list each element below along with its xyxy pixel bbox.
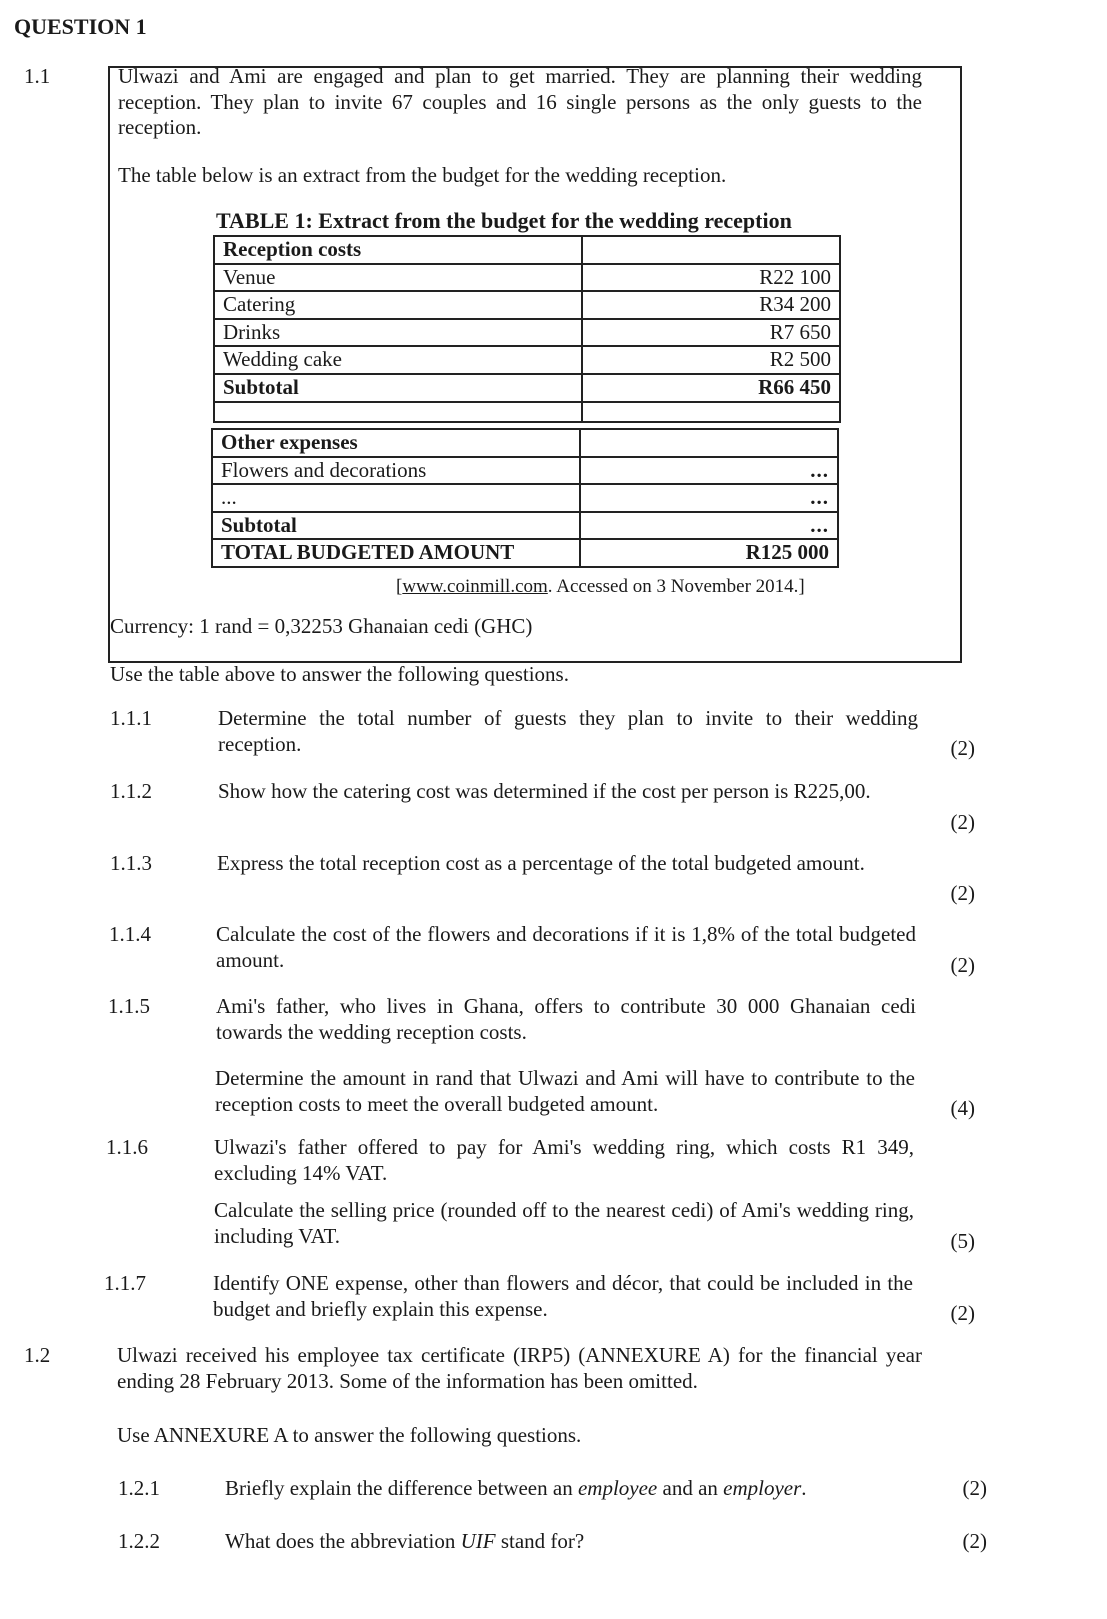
table-row <box>214 346 840 374</box>
row-label: ... <box>212 484 580 512</box>
question-mark: (2) <box>950 953 975 977</box>
intro-paragraph: Ulwazi and Ami are engaged and plan to get married. They are planning their wedding reception. They plan to invite 67 couples and 16 single persons as the only guests to the reception. <box>118 64 922 140</box>
question-mark: (2) <box>962 1476 987 1500</box>
table-row <box>214 374 840 402</box>
question-text: What does the abbreviation UIF stand for? <box>225 1529 585 1553</box>
question-text: Ulwazi's father offered to pay for Ami's wedding ring, which costs R1 349, excluding 14% VAT. <box>214 1135 914 1185</box>
q1-2-intro: Ulwazi received his employee tax certificate (IRP5) (ANNEXURE A) for the financial year ending 28 February 2013. Some of the information has been omitted. <box>117 1343 922 1393</box>
other-expenses-table <box>211 428 839 568</box>
row-label: Drinks <box>214 319 582 347</box>
table-row <box>214 236 840 264</box>
row-label: Wedding cake <box>214 346 582 374</box>
table-row <box>212 539 838 567</box>
question-number: 1.1.5 <box>108 994 150 1018</box>
table-intro: The table below is an extract from the budget for the wedding reception. <box>118 163 727 187</box>
total-value: R125 000 <box>580 539 838 567</box>
question-number: 1.1.4 <box>109 922 151 946</box>
instruction-1-2: Use ANNEXURE A to answer the following questions. <box>117 1423 582 1447</box>
question-mark: (2) <box>950 881 975 905</box>
question-mark: (4) <box>950 1096 975 1120</box>
row-value: ... <box>580 484 838 512</box>
table-row <box>212 512 838 540</box>
question-mark: (5) <box>950 1229 975 1253</box>
table-row <box>212 429 838 457</box>
subtotal-value: ... <box>580 512 838 540</box>
other-expenses-header: Other expenses <box>212 429 580 457</box>
table-row <box>212 484 838 512</box>
row-label: Catering <box>214 291 582 319</box>
row-label: Flowers and decorations <box>212 457 580 485</box>
question-number: 1.2.2 <box>118 1529 160 1553</box>
row-value: R2 500 <box>582 346 840 374</box>
question-text: Briefly explain the difference between an employee and an employer. <box>225 1476 807 1500</box>
instruction-1-1: Use the table above to answer the following questions. <box>110 662 569 686</box>
row-value: R22 100 <box>582 264 840 292</box>
question-text: Ami's father, who lives in Ghana, offers to contribute 30 000 Ghanaian cedi towards the wedding reception costs. <box>216 994 916 1044</box>
table-row <box>214 264 840 292</box>
question-number: 1.1.6 <box>106 1135 148 1159</box>
currency-note: Currency: 1 rand = 0,32253 Ghanaian cedi (GHC) <box>110 614 533 638</box>
question-number: 1.1.3 <box>110 851 152 875</box>
question-number: 1.2.1 <box>118 1476 160 1500</box>
row-value: R34 200 <box>582 291 840 319</box>
total-label: TOTAL BUDGETED AMOUNT <box>212 539 580 567</box>
question-mark: (2) <box>950 1301 975 1325</box>
reception-costs-table <box>213 235 841 423</box>
question-mark: (2) <box>950 810 975 834</box>
question-text-part-2: Calculate the selling price (rounded off to the nearest cedi) of Ami's wedding ring, including VAT. <box>214 1198 914 1248</box>
subtotal-value: R66 450 <box>582 374 840 402</box>
question-text: Identify ONE expense, other than flowers and décor, that could be included in the budget and briefly explain this expense. <box>213 1271 913 1321</box>
subtotal-label: Subtotal <box>214 374 582 402</box>
reception-costs-header: Reception costs <box>214 236 582 264</box>
table-title: TABLE 1: Extract from the budget for the wedding reception <box>216 208 792 233</box>
question-number-1-2: 1.2 <box>24 1343 51 1367</box>
question-number: 1.1.7 <box>104 1271 146 1295</box>
subtotal-label: Subtotal <box>212 512 580 540</box>
question-number: 1.1.1 <box>110 706 152 730</box>
table-row <box>214 319 840 347</box>
question-mark: (2) <box>962 1529 987 1553</box>
question-text: Show how the catering cost was determined if the cost per person is R225,00. <box>218 779 871 803</box>
source-citation: [www.coinmill.com. Accessed on 3 November 2014.] <box>396 576 805 597</box>
table-row <box>214 291 840 319</box>
question-mark: (2) <box>950 736 975 760</box>
row-value: R7 650 <box>582 319 840 347</box>
table-row <box>212 457 838 485</box>
row-value: ... <box>580 457 838 485</box>
question-title: QUESTION 1 <box>14 14 147 39</box>
row-label: Venue <box>214 264 582 292</box>
question-number-1-1: 1.1 <box>24 64 51 88</box>
source-link[interactable]: www.coinmill.com <box>402 576 548 597</box>
question-number: 1.1.2 <box>110 779 152 803</box>
question-text: Calculate the cost of the flowers and decorations if it is 1,8% of the total budgeted amount. <box>216 922 916 972</box>
question-text: Express the total reception cost as a percentage of the total budgeted amount. <box>217 851 865 875</box>
question-text-part-2: Determine the amount in rand that Ulwazi and Ami will have to contribute to the reception costs to meet the overall budgeted amount. <box>215 1066 915 1116</box>
question-text: Determine the total number of guests they plan to invite to their wedding reception. <box>218 706 918 756</box>
